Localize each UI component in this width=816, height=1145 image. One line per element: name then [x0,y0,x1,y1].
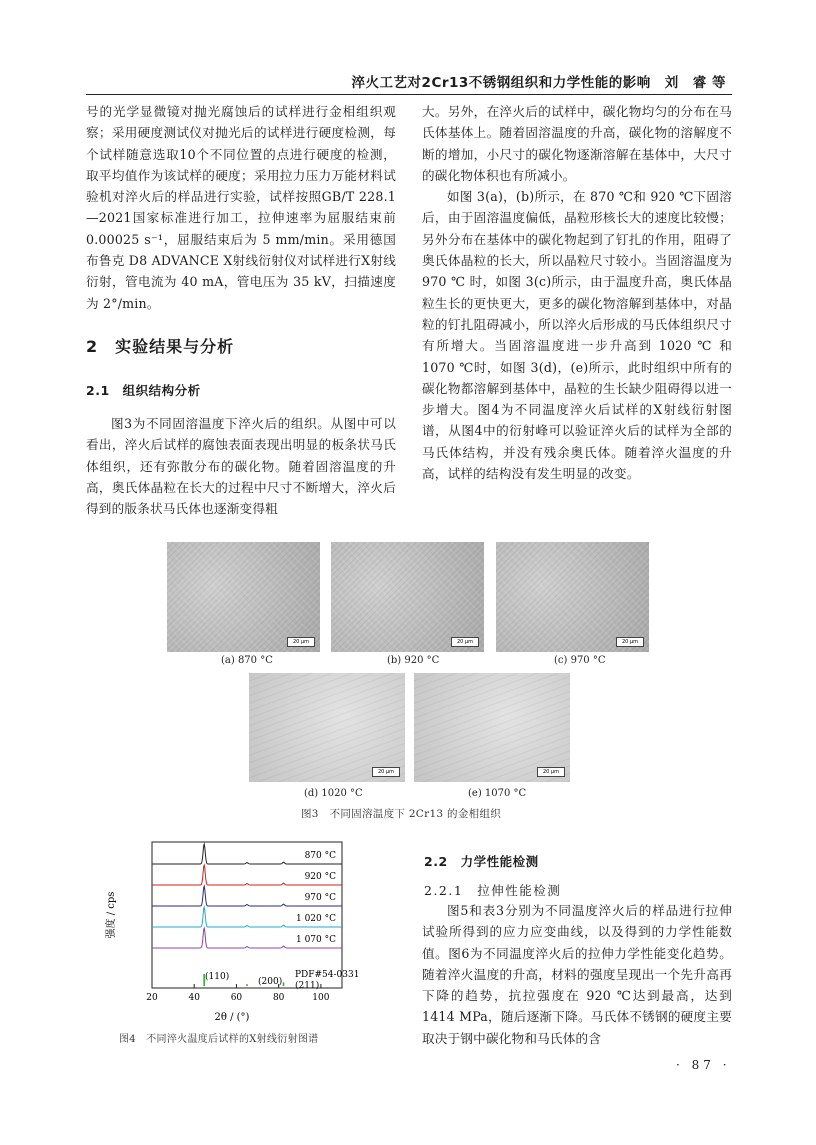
right-column [422,101,732,484]
subsection-heading: 2.1 组织结构分析 [86,383,201,398]
micrograph-d [249,673,405,782]
series-label: 920 °C [304,872,336,882]
x-tick-label: 20 [146,993,158,1003]
paragraph: 号的光学显微镜对抛光腐蚀后的试样进行金相组织观察；采用硬度测试仪对抛光后的试样进行硬度检测，每个试样随意选取10个不同位置的点进行硬度的检测，取平均值作为该试样的硬度；采用拉力压力万能材料试验机对淬火后的样品进行实验，试样按照GB/T 228.1—2021国家标准进行加工，拉伸速率为屈服结束前 0.00025 s⁻¹，屈服结束后为 5 mm/min。采用德国布鲁克 D8 ADVANCE X射线衍射仪对试样进行X射线衍射，管电流为 40 mA，管电压为 35 kV，扫描速度为 2°/min。 [86,104,396,311]
panel-label-b: (b) 920 °C [387,655,440,666]
peak-label-110: (110) [205,972,230,982]
micrograph-b [331,542,484,652]
series-label: 1 020 °C [295,914,336,924]
paragraph: 大。另外，在淬火后的试样中，碳化物均匀的分布在马氏体基体上。随着固溶温度的升高，碳化物的溶解度不断的增加，小尺寸的碳化物逐渐溶解在基体中，大尺寸的碳化物体积也有所减小。 [422,104,732,183]
scale-bar: 20 μm [451,637,479,647]
figure-3-caption: 图3 不同固溶温度下 2Cr13 的金相组织 [301,808,502,820]
subsubsection-heading: 2.2.1 拉伸性能检测 [424,883,562,898]
scale-bar: 20 μm [537,767,565,777]
xrd-chart [100,838,400,1028]
left-column-lower [86,413,396,519]
micrograph-e [414,673,570,782]
series-label: 870 °C [304,851,336,861]
running-title: 淬火工艺对2Cr13不锈钢组织和力学性能的影响 刘 睿 等 [351,75,726,91]
figure-4-caption: 图4 不同淬火温度后试样的X射线衍射图谱 [119,1034,319,1045]
y-axis-label: 强度 / cps [106,891,117,939]
paragraph: 如图 3(a)，(b)所示，在 870 ℃和 920 ℃下固溶后，由于固溶温度偏低，晶粒形核长大的速度比较慢；另外分布在基体中的碳化物起到了钉扎的作用，阻碍了奥氏体晶粒的长大，所以晶粒尺寸较小。当固溶温度为 970 ℃ 时，如图 3(c)所示，由于温度升高，奥氏体晶粒生长的更快更大，更多的碳化物溶解到基体中，对晶粒的钉扎阻碍减小，所以淬火后形成的马氏体组织尺寸有所增大。当固溶温度进一步升高到 1020 ℃ 和 1070 ℃时，如图 3(d)，(e)所示，此时组织中所有的碳化物都溶解到基体中，晶粒的生长缺少阻碍得以进一步增大。图4为不同温度淬火后试样的X射线衍射图谱，从图4中的衍射峰可以验证淬火后的试样为全部的马氏体结构，并没有残余奥氏体。随着淬火温度的升高，试样的结构没有发生明显的改变。 [422,189,732,482]
scale-bar: 20 μm [616,637,644,647]
paragraph: 图3为不同固溶温度下淬火后的组织。从图中可以看出，淬火后试样的腐蚀表面表现出明显的板条状马氏体组织，还有弥散分布的碳化物。随着固溶温度的升高，奥氏体晶粒在长大的过程中尺寸不断增大，淬火后得到的版条状马氏体也逐渐变得粗 [86,416,396,517]
panel-label-c: (c) 970 °C [554,655,606,666]
panel-label-a: (a) 870 °C [221,655,273,666]
x-tick-label: 60 [230,993,243,1003]
x-axis-label: 2θ / (°) [214,1012,250,1023]
micrograph-c [496,542,649,652]
panel-label-e: (e) 1070 °C [468,788,527,799]
right-column-lower [422,900,732,1049]
running-header [86,70,732,95]
x-tick-label: 100 [312,993,330,1003]
subsection-heading: 2.2 力学性能检测 [424,854,539,869]
series-label: 1 070 °C [295,935,336,945]
micrograph-a [167,542,320,652]
series-label: 970 °C [304,893,336,903]
scale-bar: 20 μm [287,637,315,647]
scale-bar: 20 μm [372,767,400,777]
page-number: · 87 · [676,1058,731,1072]
left-column [86,101,396,314]
paragraph: 图5和表3分别为不同温度淬火后的样品进行拉伸试验所得到的应力应变曲线，以及得到的力学性能数值。图6为不同温度淬火后的拉伸力学性能变化趋势。随着淬火温度的升高，材料的强度呈现出一个先升高再下降的趋势，抗拉强度在 920 ℃达到最高，达到 1414 MPa，随后逐渐下降。马氏体不锈钢的硬度主要取决于钢中碳化物和马氏体的含 [422,903,732,1046]
x-tick-label: 40 [188,993,200,1003]
panel-label-d: (d) 1020 °C [304,788,363,799]
pdf-label: PDF#54-0331 [295,970,360,980]
x-tick-label: 80 [272,993,285,1003]
peak-label-211: (211) [295,981,320,991]
peak-label-200: (200) [258,977,283,987]
section-heading: 2 实验结果与分析 [86,337,235,356]
